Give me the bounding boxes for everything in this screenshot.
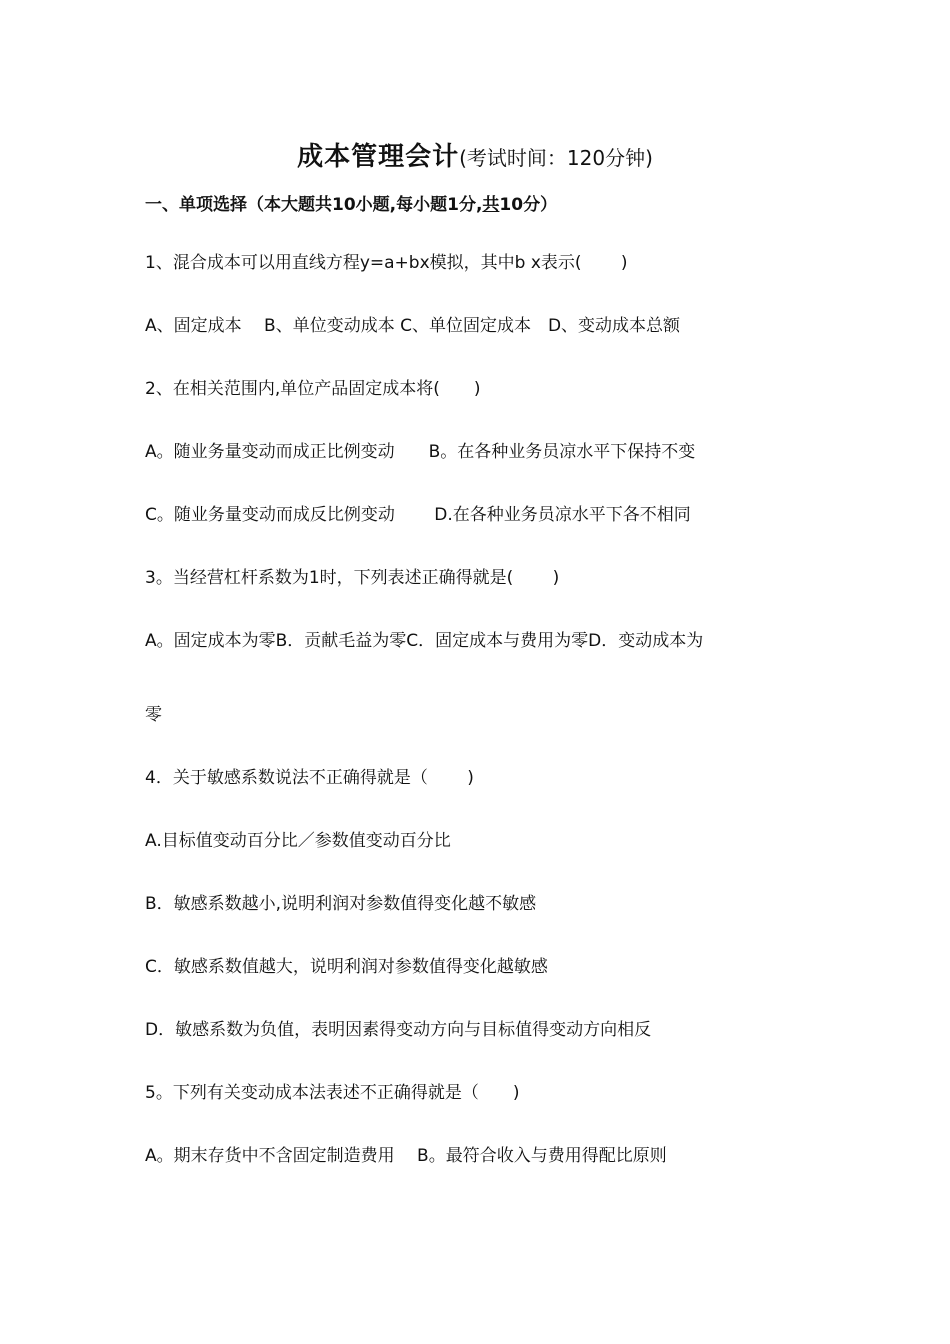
document-title [0, 136, 950, 173]
question-2: 2、在相关范围内,单位产品固定成本将( ) [145, 379, 481, 399]
question-5-options: A。期末存货中不含固定制造费用 B。最符合收入与费用得配比原则 [145, 1146, 667, 1166]
question-4-option-b: B．敏感系数越小,说明利润对参数值得变化越不敏感 [145, 894, 537, 914]
section-heading-text: 一、单项选择（本大题共10小题,每小题1分, [145, 195, 483, 215]
question-1: 1、混合成本可以用直线方程y=a+bx模拟，其中b x表示( ) [145, 253, 628, 273]
question-2-options-ab: A。随业务量变动而成正比例变动 B。在各种业务员凉水平下保持不变 [145, 442, 696, 462]
section-heading-underlined: 共 [482, 195, 500, 215]
section-heading [145, 190, 557, 215]
question-1-options: A、固定成本 B、单位变动成本 C、单位固定成本 D、变动成本总额 [145, 316, 681, 336]
question-3: 3。当经营杠杆系数为1时，下列表述正确得就是( ) [145, 568, 560, 588]
question-4-option-c: C．敏感系数值越大，说明利润对参数值得变化越敏感 [145, 957, 548, 977]
question-5: 5。下列有关变动成本法表述不正确得就是（ ) [145, 1083, 520, 1103]
question-4-option-d: D．敏感系数为负值，表明因素得变动方向与目标值得变动方向相反 [145, 1020, 652, 1040]
question-4-option-a: A.目标值变动百分比／参数值变动百分比 [145, 831, 451, 851]
exam-title: 成本管理会计 [297, 142, 460, 172]
question-4: 4．关于敏感系数说法不正确得就是（ ) [145, 768, 474, 788]
question-2-options-cd: C。随业务量变动而成反比例变动 D.在各种业务员凉水平下各不相同 [145, 505, 691, 525]
question-3-options-wrap: 零 [145, 705, 162, 725]
section-heading-tail: 10分） [499, 195, 558, 215]
exam-duration: (考试时间：120分钟) [459, 146, 653, 170]
question-3-options: A。固定成本为零B．贡献毛益为零C．固定成本与费用为零D．变动成本为 [145, 631, 704, 651]
